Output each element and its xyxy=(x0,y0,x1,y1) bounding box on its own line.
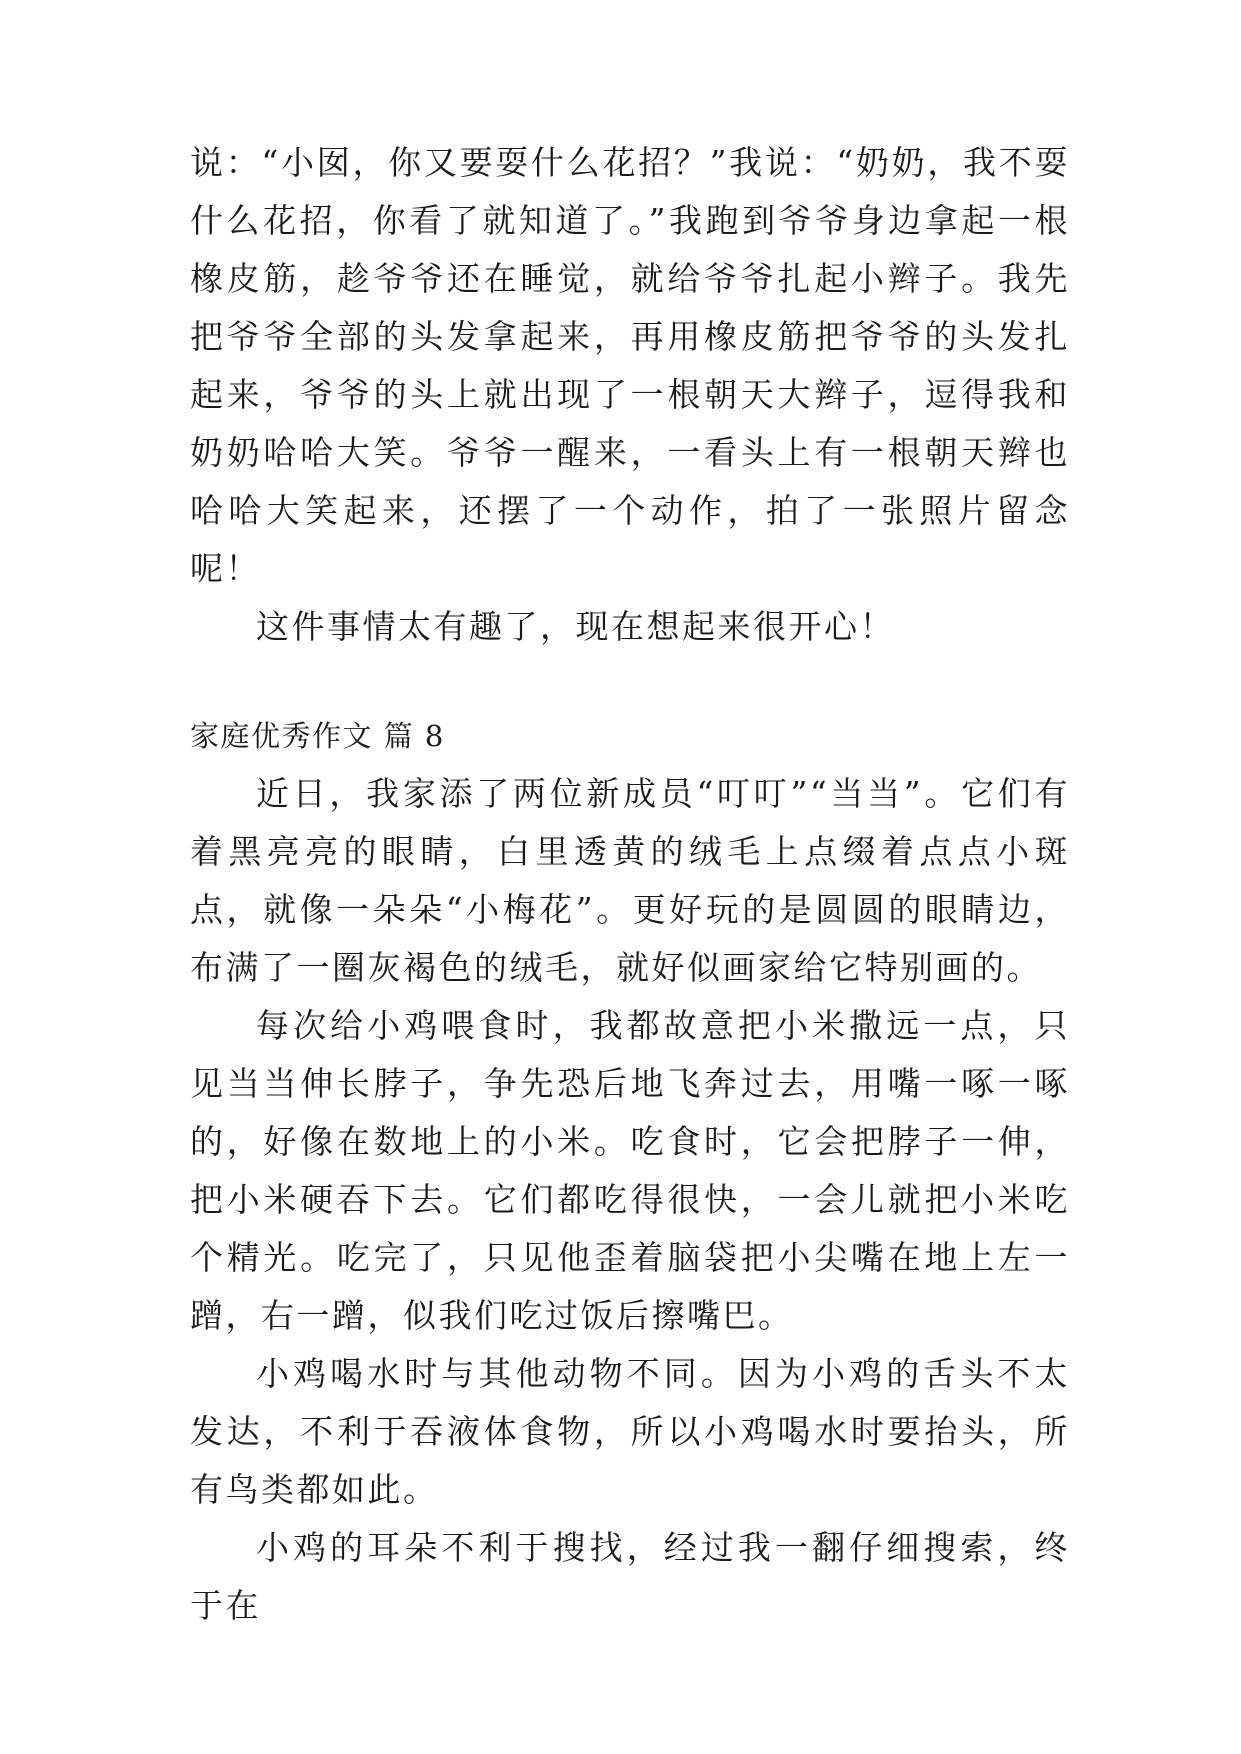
paragraph: 每次给小鸡喂食时，我都故意把小米撒远一点，只见当当伸长脖子，争先恐后地飞奔过去，用嘴一啄一啄的，好像在数地上的小米。吃食时，它会把脖子一伸，把小米硬吞下去。它们都吃得很快，一会儿就把小米吃个精光。吃完了，只见他歪着脑袋把小尖嘴在地上左一蹭，右一蹭，似我们吃过饭后擦嘴巴。 xyxy=(190,1006,1070,1335)
paragraph: 近日，我家添了两位新成员“叮叮”“当当”。它们有着黑亮亮的眼睛，白里透黄的绒毛上点缀着点点小斑点，就像一朵朵“小梅花”。更好玩的是圆圆的眼睛边，布满了一圈灰褐色的绒毛，就好似画家给它特别画的。 xyxy=(190,774,1070,987)
continued-paragraph: 说：“小囡，你又要耍什么花招？”我说：“奶奶，我不耍什么花招，你看了就知道了。”我跑到爷爷身边拿起一根橡皮筋，趁爷爷还在睡觉，就给爷爷扎起小辫子。我先把爷爷全部的头发拿起来，再用橡皮筋把爷爷的头发扎起来，爷爷的头上就出现了一根朝天大辫子，逗得我和奶奶哈哈大笑。爷爷一醒来，一看头上有一根朝天辫也哈哈大笑起来，还摆了一个动作，拍了一张照片留念呢！ xyxy=(190,143,1070,588)
document-page xyxy=(190,134,1070,1635)
section-title: 家庭优秀作文 篇 8 xyxy=(190,719,445,753)
closing-paragraph: 这件事情太有趣了，现在想起来很开心！ xyxy=(256,607,895,646)
paragraph: 小鸡的耳朵不利于搜找，经过我一翻仔细搜索，终于在 xyxy=(190,1528,1070,1625)
paragraph: 小鸡喝水时与其他动物不同。因为小鸡的舌头不太发达，不利于吞液体食物，所以小鸡喝水时要抬头，所有鸟类都如此。 xyxy=(190,1354,1070,1509)
